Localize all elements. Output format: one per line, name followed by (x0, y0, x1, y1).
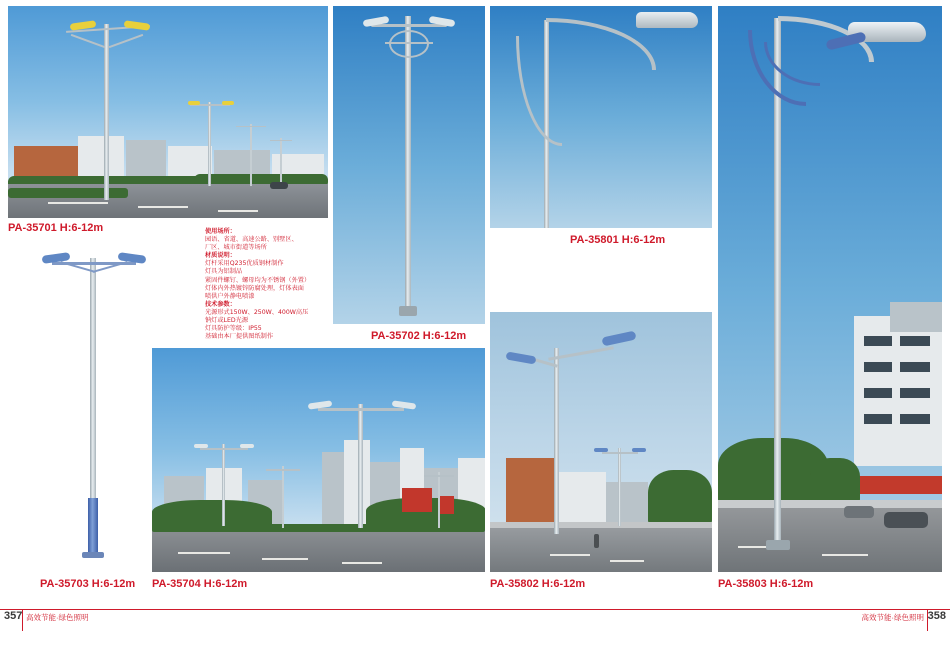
page-number-right: 358 (927, 610, 946, 622)
lamp-head (632, 448, 646, 452)
product-photo-pa-35803 (718, 6, 942, 572)
lamp-head (240, 444, 254, 448)
median-strip (152, 524, 485, 532)
lamp-arm (602, 452, 638, 454)
building (890, 302, 942, 332)
caption-pa-35803: PA-35803 H:6-12m (718, 578, 814, 590)
spec-material-line-1: 灯杆采用Q235优质钢材制作 (205, 260, 284, 268)
building (606, 482, 648, 524)
lamp-arm (371, 24, 447, 27)
road-marking (550, 554, 590, 556)
spec-material-line-4: 灯体内外热镀锌防腐处理，灯体表面 (205, 284, 304, 292)
lamp-decor-bar (385, 42, 433, 44)
specification-text (205, 228, 325, 341)
spec-use-heading: 使用场所： (205, 228, 236, 235)
lamp-decor-ring (389, 30, 429, 58)
footer-divider (0, 609, 950, 610)
spec-tech-heading: 技术参数： (205, 300, 236, 308)
window (900, 388, 930, 398)
lamp-arm (266, 469, 300, 471)
lamp-head (222, 101, 234, 105)
lamp-arm (200, 448, 248, 450)
window (900, 336, 930, 346)
footer-slogan-left: 高效节能·绿色照明 (26, 613, 89, 622)
building (506, 458, 558, 524)
road-marking (48, 202, 108, 204)
road-marking (262, 558, 308, 560)
billboard (440, 496, 454, 514)
window (864, 388, 892, 398)
lamp-pole (618, 448, 621, 526)
product-photo-pa-35801 (490, 6, 712, 228)
spec-tech-line-2: 钠灯或LED光源 (205, 317, 249, 325)
caption-pa-35703: PA-35703 H:6-12m (40, 578, 136, 590)
median-strip (8, 188, 128, 198)
lamp-arm (318, 408, 404, 411)
pole-base-section (88, 498, 98, 554)
pedestrian (594, 534, 599, 548)
spec-material-line-5: 喷供户外静电喷漆 (205, 292, 255, 300)
lamp-head (594, 448, 608, 452)
product-photo-pa-35701 (8, 6, 328, 218)
product-photo-pa-35704 (152, 348, 485, 572)
pole-base (399, 306, 417, 316)
building (556, 472, 606, 524)
road-marking (822, 554, 868, 556)
spec-use-line-2: 厂区、城市街道等场所 (205, 244, 267, 252)
caption-pa-35801: PA-35801 H:6-12m (570, 234, 666, 246)
spec-material-line-3: 紧固件螺钉、螺母均为不锈钢（外置） (205, 276, 311, 284)
lamp-pole (438, 472, 440, 528)
product-photo-pa-35702 (333, 6, 485, 324)
road-marking (218, 210, 258, 212)
lamp-head (636, 12, 698, 28)
caption-pa-35701: PA-35701 H:6-12m (8, 222, 104, 234)
window (864, 414, 892, 424)
tree-row (648, 470, 712, 526)
lamp-pole (280, 138, 282, 186)
spec-tech-line-1: 光源形式150W、250W、400W高压 (205, 308, 309, 316)
page-footer (0, 609, 950, 647)
spec-tech-line-4: 基础由本厂提供图纸制作 (205, 333, 274, 341)
footer-slogan-right: 高效节能·绿色照明 (861, 613, 924, 622)
building (322, 452, 344, 524)
lamp-pole (358, 404, 363, 528)
road (490, 524, 712, 572)
product-photo-pa-35703 (8, 236, 148, 572)
window (864, 336, 892, 346)
lamp-pole (222, 444, 225, 526)
window (900, 362, 930, 372)
kerb (490, 522, 712, 528)
lamp-head (194, 444, 208, 448)
lamp-head (188, 101, 200, 105)
car (884, 512, 928, 528)
billboard (402, 488, 432, 512)
road (152, 526, 485, 572)
lamp-pole (554, 348, 559, 534)
spec-material-heading: 材质说明： (205, 252, 236, 260)
lamp-arm (270, 140, 292, 141)
pole-base-plate (82, 552, 104, 558)
road-marking (138, 206, 188, 208)
spec-tech-line-3: 灯具防护等级：IP55 (205, 325, 262, 333)
spec-use-line-1: 园语、省道、高速公路、别墅区、 (205, 236, 298, 244)
window (864, 362, 892, 372)
caption-pa-35704: PA-35704 H:6-12m (152, 578, 248, 590)
road-marking (610, 560, 644, 562)
caption-pa-35702: PA-35702 H:6-12m (371, 330, 467, 342)
pole-base (766, 540, 790, 550)
lamp-arm (236, 126, 266, 127)
car (270, 182, 288, 189)
car (844, 506, 874, 518)
road-marking (342, 562, 382, 564)
road-marking (178, 552, 230, 554)
window (900, 414, 930, 424)
lamp-pole (104, 24, 109, 200)
caption-pa-35802: PA-35802 H:6-12m (490, 578, 586, 590)
kerb (718, 500, 942, 508)
product-photo-pa-35802 (490, 312, 712, 572)
spec-material-line-2: 灯具为铝制品 (205, 268, 243, 276)
lamp-pole (282, 466, 284, 528)
lamp-pole (250, 124, 252, 186)
page-number-left: 357 (4, 610, 23, 622)
lamp-arm (424, 475, 454, 477)
lamp-pole (405, 16, 411, 316)
lamp-pole (208, 102, 211, 186)
tree-row (810, 458, 860, 504)
